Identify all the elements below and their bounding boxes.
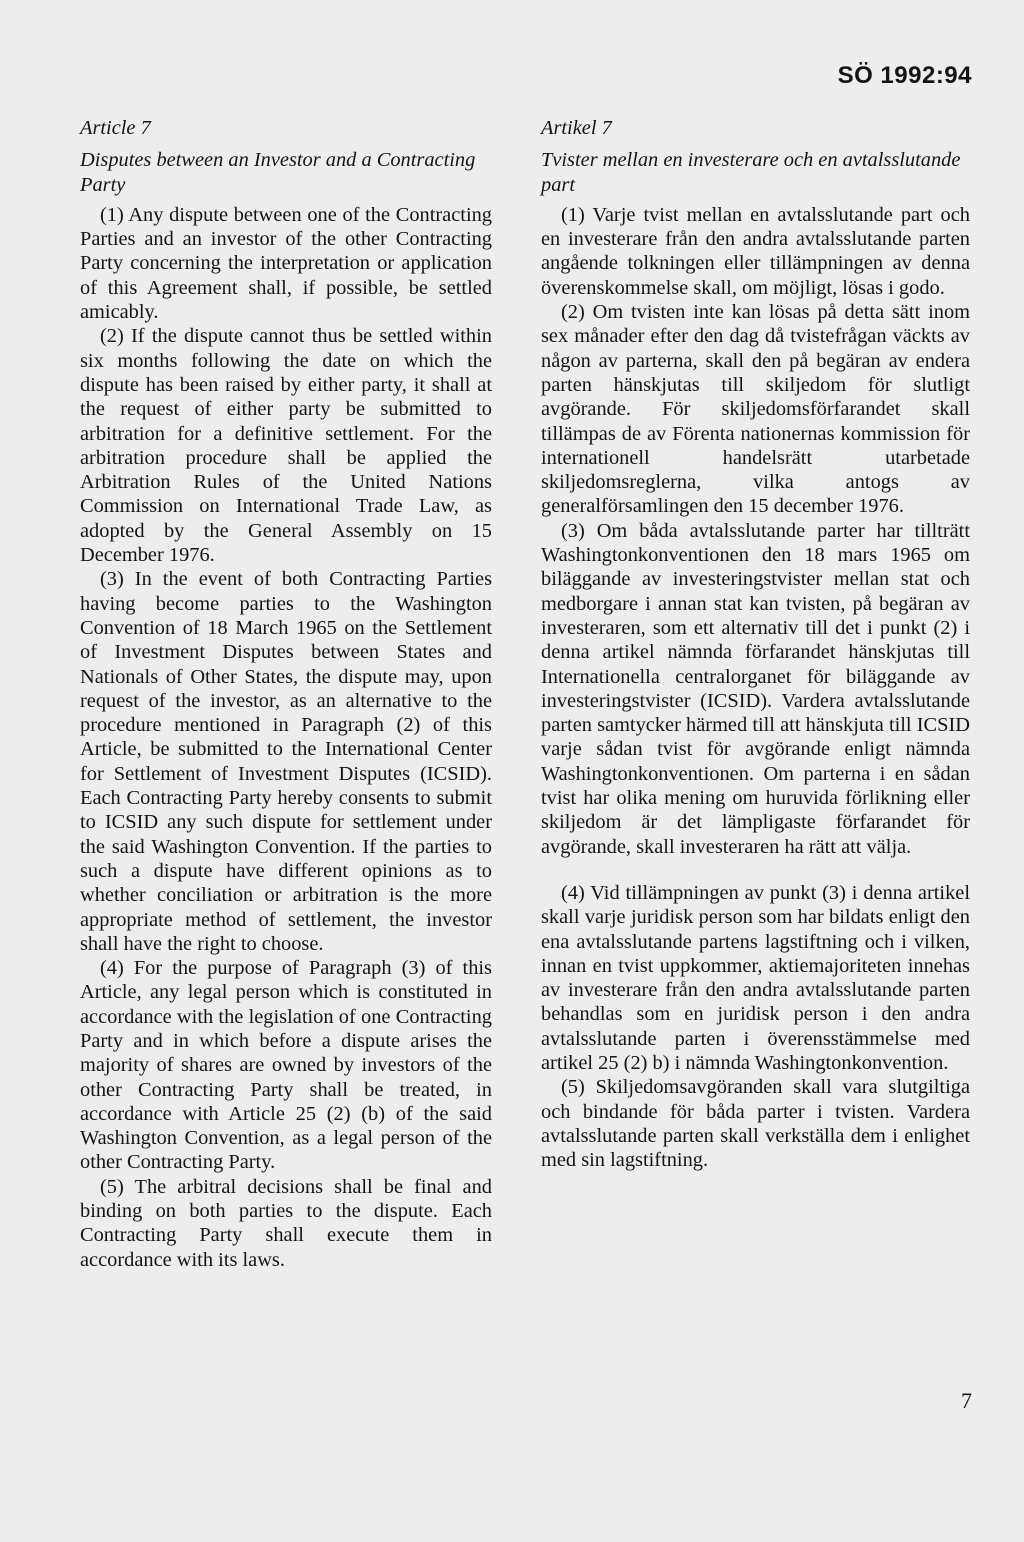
swedish-article-title: Tvister mellan en investerare och en avtalsslutande part bbox=[541, 149, 961, 196]
english-column bbox=[80, 116, 492, 1272]
page-number: 7 bbox=[961, 1388, 972, 1413]
swedish-paragraph-2: (2) Om tvisten inte kan lösas på detta sätt inom sex månader efter den dag då tvistefrågan väckts av någon av parterna, skall den på begäran av endera parten hänskjutas till skiljedom för slutligt avgörande. För skiljedomsförfarandet skall tillämpas de av Förenta nationernas kommission för internationell handelsrätt utarbetade skiljedomsreglerna, vilka antogs av generalförsamlingen den 15 december 1976. bbox=[541, 301, 970, 518]
swedish-paragraph-4: (4) Vid tillämpningen av punkt (3) i denna artikel skall varje juridisk person som har bildats enligt den ena avtalsslutande partens lagstiftning och i vilken, innan en tvist uppkommer, aktiemajoriteten innehas av investerare från den andra avtalsslutande parten behandlas som en juridisk person i den andra avtalsslutande parten i överensstämmelse med artikel 25 (2) b) i nämnda Washingtonkonvention. bbox=[541, 881, 970, 1074]
english-paragraph-2: (2) If the dispute cannot thus be settled within six months following the date on which the dispute has been raised by either party, it shall at the request of either party be submitted to arbitration for a definitive settlement. For the arbitration procedure shall be applied the Arbitration Rules of the United Nations Commission on International Trade Law, as adopted by the General Assembly on 15 December 1976. bbox=[80, 325, 492, 567]
english-paragraph-4: (4) For the purpose of Paragraph (3) of this Article, any legal person which is constituted in accordance with the legislation of one Contracting Party and in which before a dispute arises the majority of shares are owned by investors of the other Contracting Party shall be treated, in accordance with Article 25 (2) (b) of the said Washington Convention, as a legal person of the other Contracting Party. bbox=[80, 957, 492, 1174]
english-article-title: Disputes between an Investor and a Contracting Party bbox=[80, 149, 476, 196]
english-paragraph-1: (1) Any dispute between one of the Contracting Parties and an investor of the other Contracting Party concerning the interpretation or application of this Agreement shall, if possible, be settled amicably. bbox=[80, 203, 492, 324]
series-number: SÖ 1992:94 bbox=[837, 62, 972, 89]
english-paragraph-5: (5) The arbitral decisions shall be final and binding on both parties to the dispute. Each Contracting Party shall execute them in accordance with its laws. bbox=[80, 1175, 492, 1271]
swedish-paragraph-1: (1) Varje tvist mellan en avtalsslutande part och en investerare från den andra avtalsslutande parten angående tolkningen eller tillämpningen av denna överenskommelse skall, om möjligt, lösas i godo. bbox=[541, 203, 970, 299]
swedish-paragraph-3: (3) Om båda avtalsslutande parter har tillträtt Washingtonkonventionen den 18 mars 1965 om biläggande av investeringstvister mellan stat och medborgare i annan stat kan tvisten, på begäran av investeraren, som ett alternativ till det i punkt (2) i denna artikel nämnda förfarandet hänskjutas till Internationella centralorganet för biläggande av investeringstvister (ICSID). Vardera avtalsslutande parten samtycker härmed till att hänskjuta till ICSID varje sådan tvist för avgörande enligt nämnda Washingtonkonventionen. Om parterna i en sådan tvist har olika mening om huruvida förlikning eller skiljedom är det lämpligaste förfarandet för avgörande, skall investeraren ha rätt att välja. bbox=[541, 519, 970, 858]
english-paragraph-3: (3) In the event of both Contracting Parties having become parties to the Washington Convention of 18 March 1965 on the Settlement of Investment Disputes between States and Nationals of Other States, the dispute may, upon request of the investor, as an alternative to the procedure mentioned in Paragraph (2) of this Article, be submitted to the International Center for Settlement of Investment Disputes (ICSID). Each Contracting Party hereby consents to submit to ICSID any such dispute for settlement under the said Washington Convention. If the parties to such a dispute have different opinions as to whether conciliation or arbitration is the more appropriate method of settlement, the investor shall have the right to choose. bbox=[80, 568, 492, 955]
swedish-paragraph-5: (5) Skiljedomsavgöranden skall vara slutgiltiga och bindande för båda parter i tvisten. Vardera avtalsslutande parten skall verkställa dem i enlighet med sin lagstiftning. bbox=[541, 1076, 970, 1172]
swedish-column bbox=[541, 116, 970, 1172]
english-article-heading: Article 7 bbox=[80, 117, 151, 139]
swedish-article-heading: Artikel 7 bbox=[541, 117, 612, 139]
